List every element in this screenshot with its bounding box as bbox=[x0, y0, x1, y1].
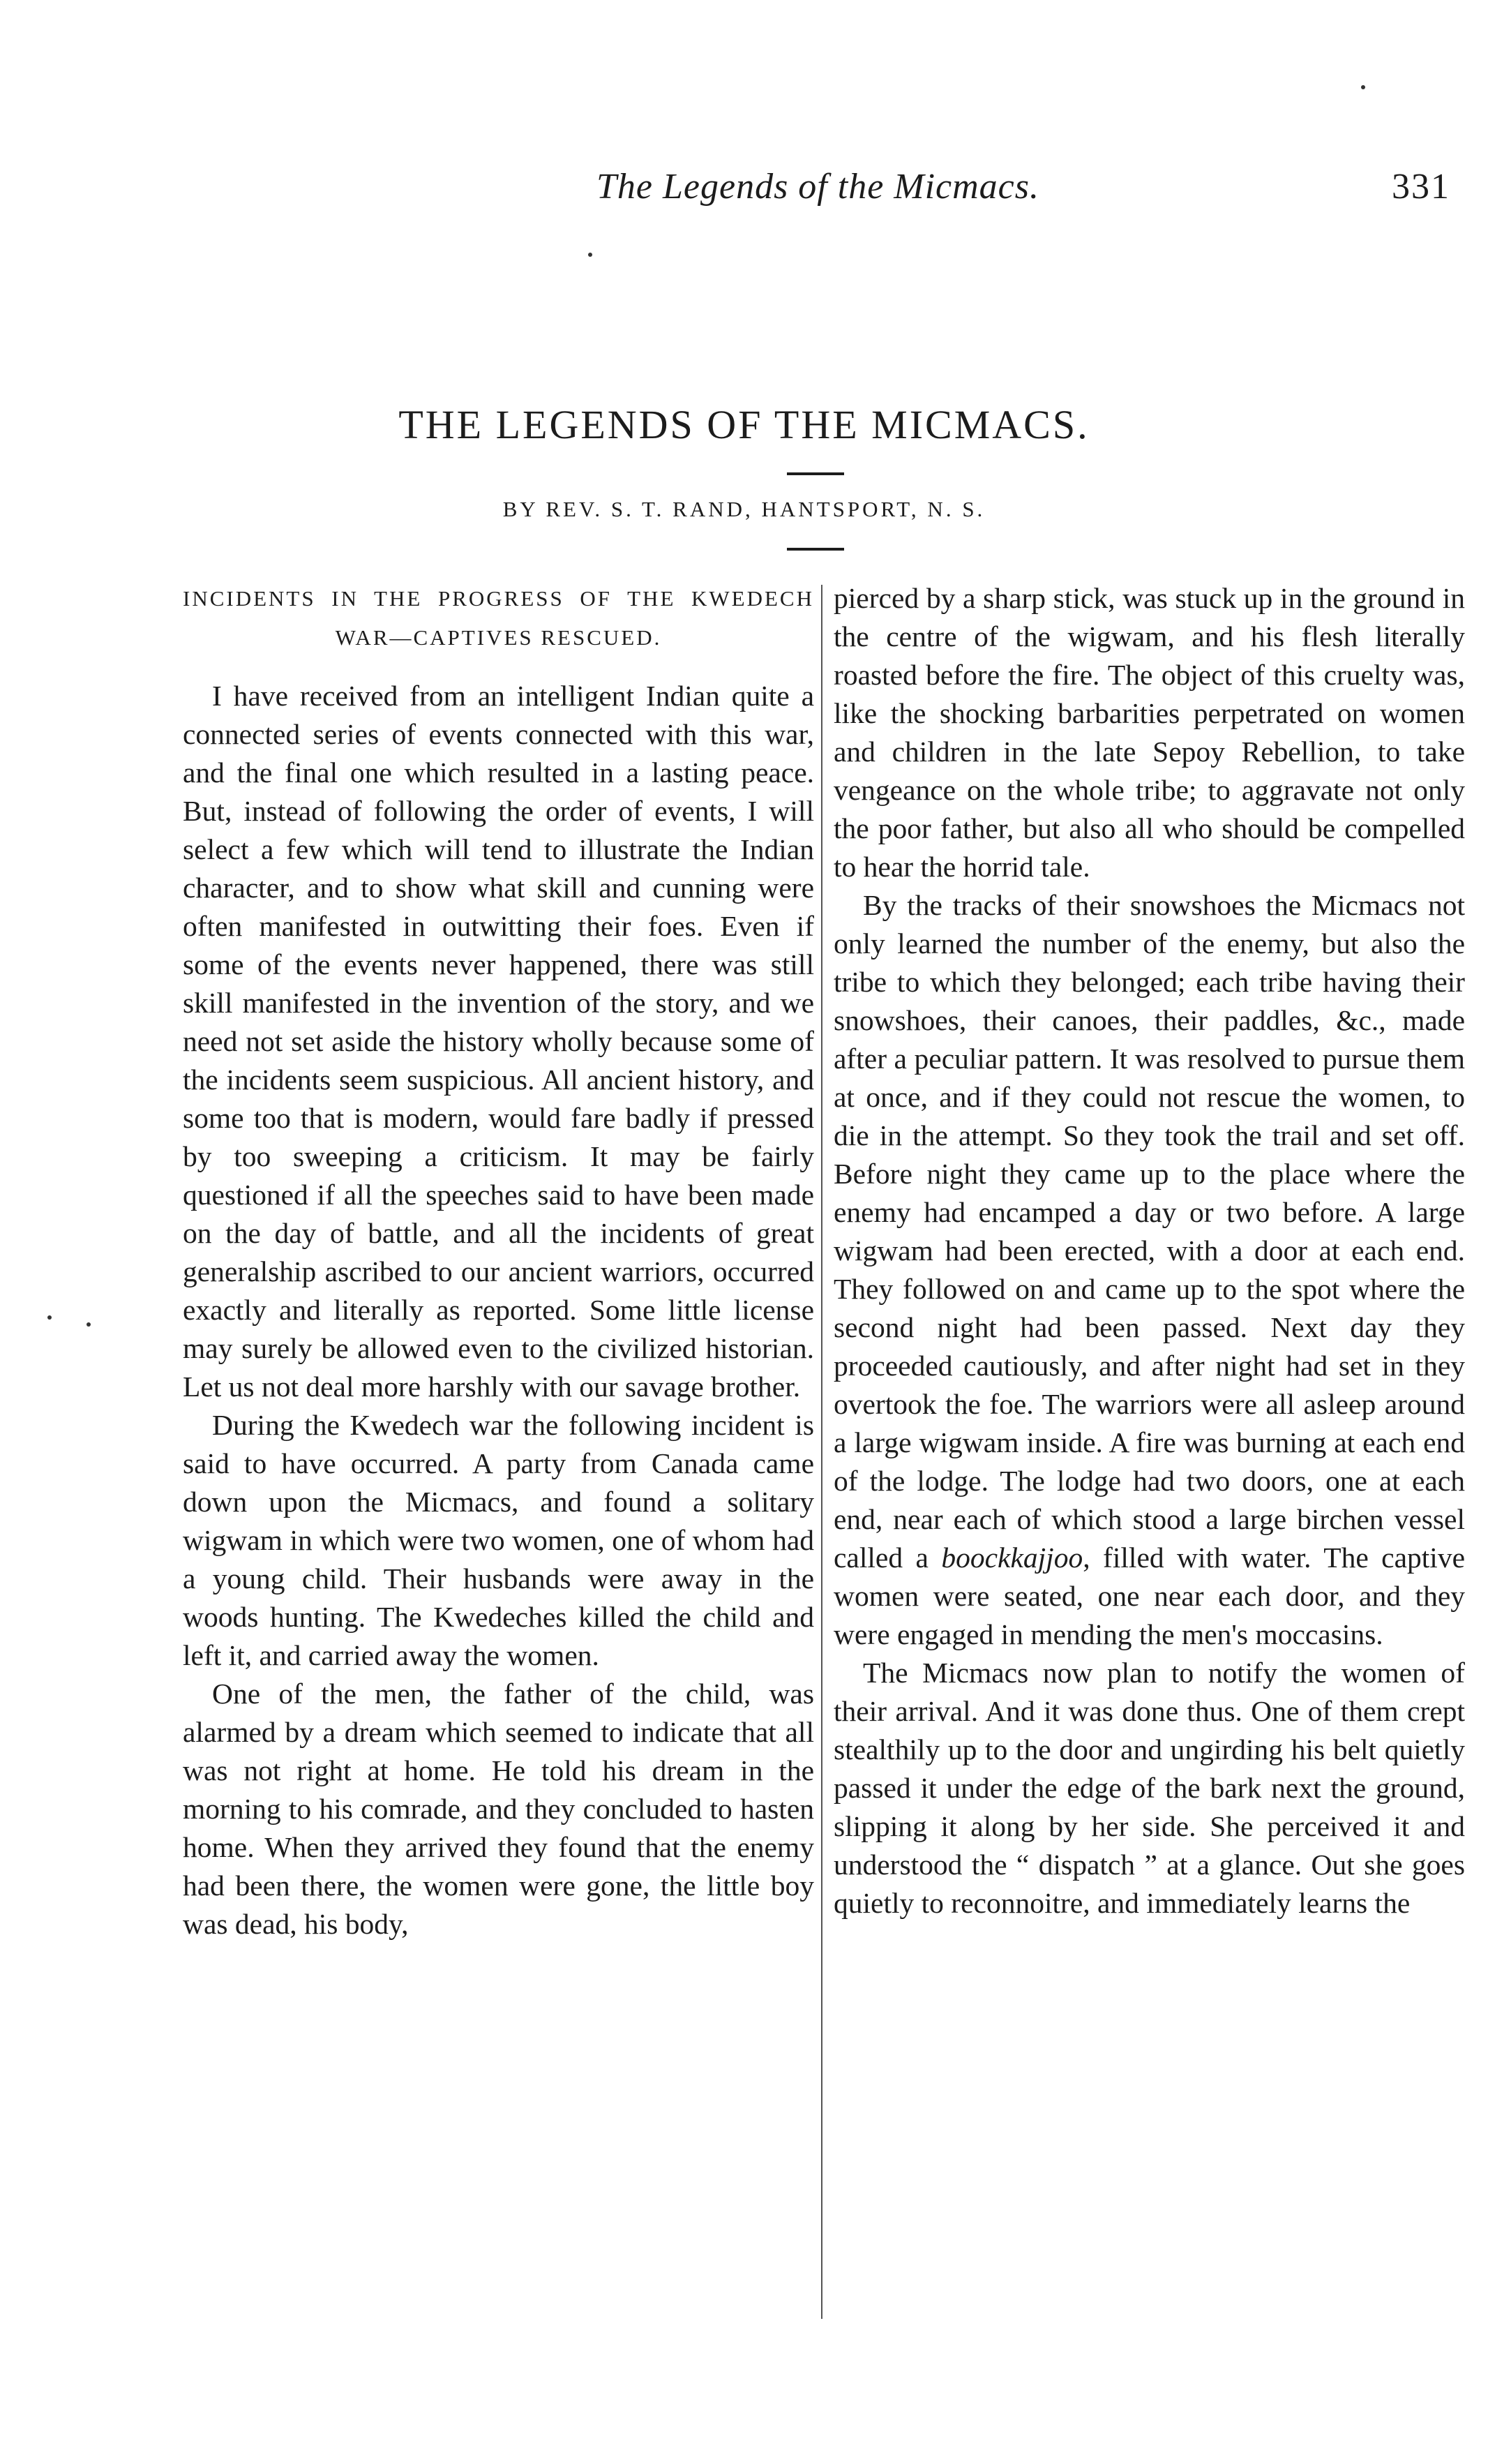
paragraph: During the Kwedech war the following incident is said to have occurred. A party from Canada came down upon the Micmacs, and found a solitary wigwam in which were two women, one of whom had a young child. Their husbands were away in the woods hunting. The Kwedeches killed the child and left it, and carried away the women. bbox=[183, 1409, 814, 1671]
stray-mark bbox=[87, 1322, 91, 1327]
paragraph: The Micmacs now plan to notify the women of their arrival. And it was done thus. One of them crept stealthily up to the door and ungirding his belt quietly passed it under the edge of the bark next the ground, slipping it along by her side. She perceived it and understood the “ dispatch ” at a glance. Out she goes quietly to reconnoitre, and immediately learns the bbox=[834, 1657, 1465, 1919]
title-rule bbox=[787, 472, 844, 475]
paragraph-text: By the tracks of their snowshoes the Micmacs not only learned the number of the enemy, but also the tribe to which they belonged; each tribe having their snowshoes, their canoes, their paddles, &c., made after a peculiar pattern. It was resolved to pursue them at once, and if they could not rescue the women, to die in the attempt. So they took the trail and set off. Before night they came up to the place where the enemy had encamped a day or two before. A large wigwam had been erected, with a door at each end. They followed on and came up to the spot where the second night had been passed. Next day they proceeded cautiously, and after night had set in they overtook the foe. The warriors were all asleep around a large wigwam inside. A fire was burning at each end of the lodge. The lodge had two doors, one at each end, near each of which stood a large birchen vessel called a bbox=[834, 889, 1465, 1574]
column-divider bbox=[821, 585, 822, 2319]
article-title: THE LEGENDS OF THE MICMACS. bbox=[398, 402, 1090, 447]
section-heading: INCIDENTS IN THE PROGRESS OF THE KWEDECH WAR—CAPTIVES RESCUED. bbox=[183, 586, 814, 650]
paragraph-text: , filled with water. The captive women were seated, one near each door, and they were engaged in mending the men's moccasins. bbox=[834, 1541, 1465, 1650]
left-column bbox=[183, 579, 814, 1943]
running-head: The Legends of the Micmacs. bbox=[596, 167, 1039, 207]
byline-rule bbox=[787, 548, 844, 551]
stray-mark bbox=[588, 253, 592, 257]
paragraph-continuation: pierced by a sharp stick, was stuck up in the ground in the centre of the wigwam, and his flesh literally roasted before the fire. The object of this cruelty was, like the shocking barbarities perpetrated on women and children in the late Sepoy Rebellion, to take vengeance on the whole tribe; to aggravate not only the poor father, but also all who should be compelled to hear the horrid tale. bbox=[834, 582, 1465, 883]
stray-mark bbox=[47, 1315, 52, 1320]
right-column bbox=[834, 579, 1465, 1922]
paragraph bbox=[834, 886, 1465, 1654]
paragraph: I have received from an intelligent Indian quite a connected series of events connected with this war, and the final one which resulted in a lasting peace. But, instead of following the order of events, I will select a few which will tend to illustrate the Indian character, and to show what skill and cunning were often manifested in outwitting their foes. Even if some of the events never happened, there was still skill manifested in the invention of the story, and we need not set aside the history wholly because some of the incidents seem suspicious. All ancient history, and some too that is modern, would fare badly if pressed by too sweeping a criticism. It may be fairly questioned if all the speeches said to have been made on the day of battle, and all the incidents of great generalship ascribed to our ancient warriors, occurred exactly and literally as reported. Some little license may surely be allowed even to the civilized historian. Let us not deal more harshly with our savage brother. bbox=[183, 680, 814, 1403]
stray-mark bbox=[1361, 85, 1365, 89]
italic-term: boockkajjoo bbox=[941, 1541, 1083, 1574]
paragraph: One of the men, the father of the child, was alarmed by a dream which seemed to indicate that all was not right at home. He told his dream in the morning to his comrade, and they concluded to hasten home. When they arrived they found that the enemy had been there, the women were gone, the little boy was dead, his body, bbox=[183, 1678, 814, 1940]
page-number: 331 bbox=[1392, 167, 1450, 207]
byline: BY REV. S. T. RAND, HANTSPORT, N. S. bbox=[502, 497, 986, 521]
